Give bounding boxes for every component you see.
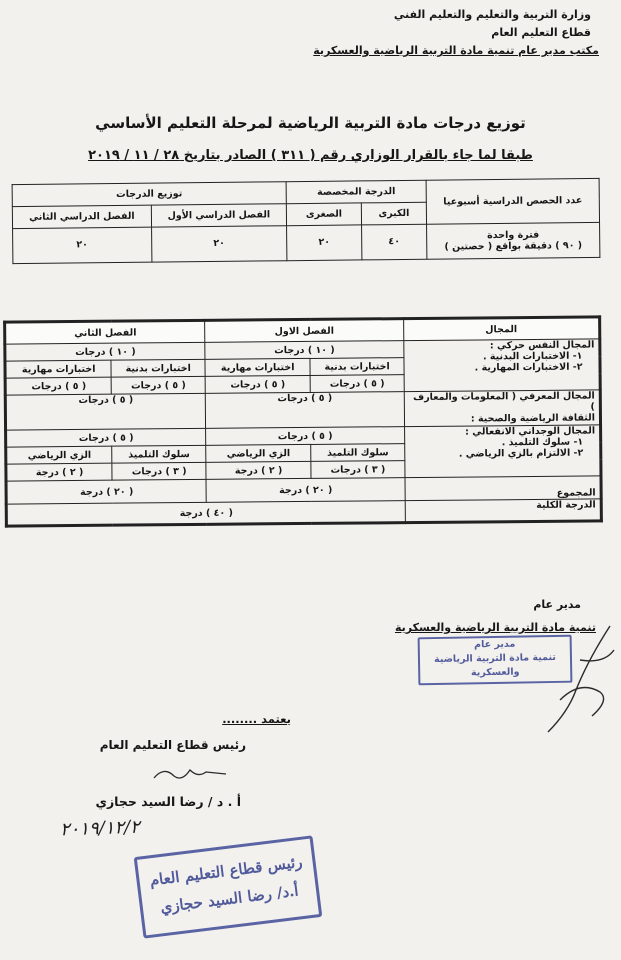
sector-head-stamp-line2: أ.د/ رضا السيد حجازي [159, 881, 300, 917]
term2-uniform-score: ( ٢ ) درجة [6, 463, 112, 481]
psychomotor-term2-total: ( ١٠ ) درجات [5, 342, 205, 361]
approval-text: يعتمد ........ [222, 712, 291, 726]
term1-physical-score: ( ٥ ) درجات [310, 375, 404, 393]
handwritten-date: ٢٠١٩/١٢/٢ [59, 816, 141, 841]
cognitive-term1-score: ( ٥ ) درجات [205, 392, 404, 429]
cognitive-field [404, 390, 600, 427]
term2-label: الفصل الدراسي الثاني [12, 205, 151, 228]
ministry-name: وزارة التربية والتعليم والتعليم الفني [393, 8, 591, 21]
affective-item2: ٢- الالتزام بالزي الرياضي . [458, 447, 584, 460]
sector-head-name: أ . د / رضا السيد حجازي [95, 794, 241, 809]
term1-skills-label: اختبارات مهارية [205, 358, 310, 376]
term1-header: الفصل الاول [205, 319, 404, 343]
distribution-header: توزيع الدرجات [12, 182, 286, 207]
director-stamp-line1: مدير عام [474, 638, 516, 651]
affective-title: المجال الوجداني الانفعالي : [465, 425, 596, 438]
grades-table [3, 315, 603, 527]
term1-behavior-score: ( ٣ ) درجات [311, 461, 405, 479]
min-label: الصغرى [286, 203, 361, 226]
term1-physical-label: اختبارات بدنية [310, 358, 404, 376]
document-subtitle: طبقا لما جاء بالقرار الوزاري رقم ( ٣١١ ) الصادر بتاريخ ٢٨ / ١١ / ٢٠١٩ [88, 148, 533, 163]
sum-label: المجموع [405, 476, 601, 501]
term2-value: ٢٠ [13, 227, 152, 264]
sector-head-signature [222, 712, 291, 726]
term2-physical-label: اختبارات بدنية [111, 359, 205, 377]
director-org: تنمية مادة التربية الرياضية والعسكرية [394, 621, 596, 634]
sum-term2: ( ٢٠ ) درجة [6, 479, 206, 504]
term1-uniform-label: الزي الرياضي [206, 444, 311, 462]
affective-field [405, 425, 601, 478]
term1-uniform-score: ( ٢ ) درجة [206, 461, 311, 479]
psychomotor-item2: ٢- الاختبارات المهارية . [474, 361, 583, 374]
sessions-header: عدد الحصص الدراسية أسبوعيا [426, 178, 599, 223]
handwritten-signature-1 [540, 620, 620, 740]
handwritten-signature-2 [150, 762, 230, 784]
sector-head-stamp [134, 835, 323, 938]
term1-value: ٢٠ [151, 225, 286, 262]
office-name: مكتب مدير عام تنمية مادة التربية الرياضية والعسكرية [313, 44, 599, 57]
term1-skills-score: ( ٥ ) درجات [205, 375, 310, 393]
sector-name: قطاع التعليم العام [491, 26, 591, 39]
total-label: الدرجة الكلية [405, 499, 601, 523]
document-title: توزيع درجات مادة التربية الرياضية لمرحلة التعليم الأساسي [95, 114, 526, 132]
psychomotor-item1: ١- الاختبارات البدنية . [482, 350, 583, 363]
sessions-table [12, 178, 601, 264]
term2-behavior-label: سلوك التلميذ [112, 445, 206, 463]
sessions-value-line2: ( ٩٠ ) دقيقة بواقع ( حصتين ) [444, 239, 583, 253]
term1-label: الفصل الدراسي الأول [151, 203, 286, 226]
director-title: مدير عام [533, 598, 581, 611]
psychomotor-term1-total: ( ١٠ ) درجات [205, 341, 404, 360]
grade-header: الدرجة المخصصة [286, 180, 426, 203]
cognitive-line2: الثقافة الرياضية والصحية : [470, 412, 596, 425]
term2-uniform-label: الزي الرياضي [6, 446, 112, 464]
psychomotor-title: المجال النفس حركي : [489, 339, 595, 352]
affective-term2-total: ( ٥ ) درجات [6, 428, 206, 447]
sessions-value [427, 222, 600, 259]
cognitive-term2-score: ( ٥ ) درجات [5, 393, 205, 430]
sector-head-title: رئيس قطاع التعليم العام [99, 738, 246, 752]
max-value: ٤٠ [362, 224, 427, 260]
director-stamp-line3: والعسكرية [470, 666, 520, 679]
term2-skills-score: ( ٥ ) درجات [5, 377, 111, 395]
director-stamp-line2: تنمية مادة التربية الرياضية [433, 651, 556, 666]
affective-term1-total: ( ٥ ) درجات [206, 427, 405, 446]
document-header [313, 6, 599, 60]
psychomotor-field [404, 339, 600, 392]
term2-physical-score: ( ٥ ) درجات [111, 376, 205, 394]
term1-behavior-label: سلوك التلميذ [311, 444, 405, 462]
cognitive-line1: المجال المعرفي ( المعلومات والمعارف ) [413, 390, 595, 413]
max-label: الكبرى [361, 202, 426, 224]
affective-item1: ١- سلوك التلميذ . [501, 436, 584, 449]
sessions-value-line1: فترة واحدة [487, 229, 540, 241]
term2-skills-label: اختبارات مهارية [5, 360, 111, 378]
total-value: ( ٤٠ ) درجة [6, 501, 405, 526]
min-value: ٢٠ [287, 224, 362, 260]
sum-term1: ( ٢٠ ) درجة [206, 478, 405, 503]
term2-behavior-score: ( ٣ ) درجات [112, 462, 206, 480]
field-header: المجال [404, 317, 600, 341]
term2-header: الفصل الثاني [5, 320, 205, 344]
sector-head-stamp-line1: رئيس قطاع التعليم العام [148, 852, 304, 890]
